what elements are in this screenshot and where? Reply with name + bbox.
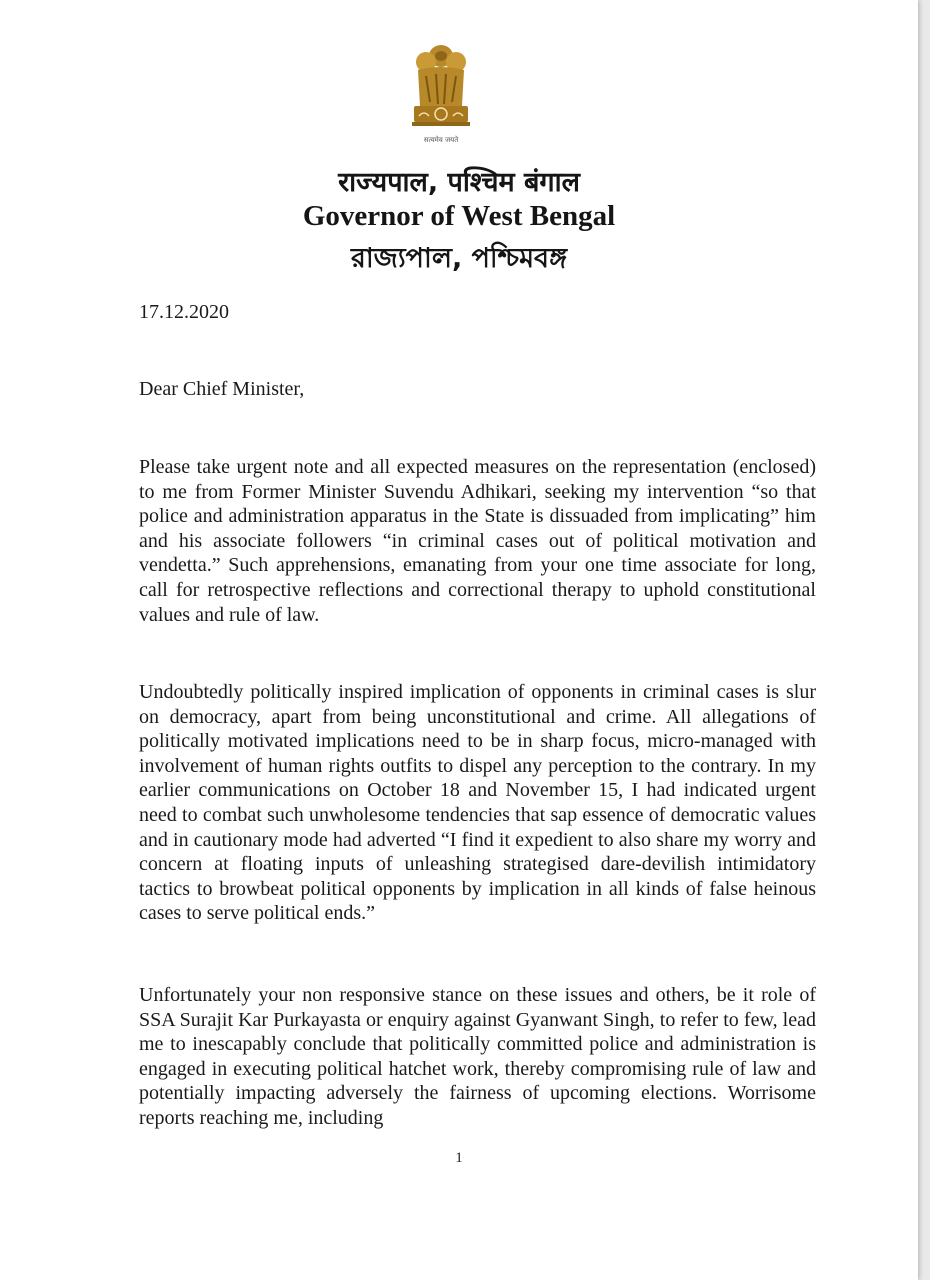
letterhead-title-bengali: রাজ্যপাল, পশ্চিমবঙ্গ [351,243,567,274]
body-paragraph-3: Unfortunately your non responsive stance on these issues and others, be it role of SSA Surajit Kar Purkayasta or enquiry against Gyanwant Singh, to refer to few, lead me to inescapably conclude that politically committed police and administration is engaged in executing political hatchet work, thereby compromising rule of law and potentially impacting adversely the fairness of upcoming elections. Worrisome reports reaching me, including [139,984,816,1129]
page-number: 1 [455,1150,463,1166]
letterhead-title-english: Governor of West Bengal [302,200,616,232]
salutation: Dear Chief Minister, [139,378,305,400]
emblem-motto: सत्यमेव जयते [423,136,459,144]
national-emblem-icon [400,36,482,148]
body-paragraph-2: Undoubtedly politically inspired implication of opponents in criminal cases is slur on democracy, apart from being unconstitutional and crime. All allegations of politically motivated implications need to be in sharp focus, micro-managed with involvement of human rights outfits to dispel any perception to the contrary. In my earlier communications on October 18 and November 15, I had indicated urgent need to combat such unwholesome tendencies that sap essence of democratic values and in cautionary mode had adverted “I find it expedient to also share my worry and concern at floating inputs of unleashing strategised dare-devilish intimidatory tactics to browbeat political opponents by implication in all kinds of false heinous cases to serve political ends.” [139,681,816,925]
body-paragraph-1: Please take urgent note and all expected measures on the representation (enclosed) to me from Former Minister Suvendu Adhikari, seeking my intervention “so that police and administration apparatus in the State is dissuaded from implicating” him and his associate followers “in criminal cases out of political motivation and vendetta.” Such apprehensions, emanating from your one time associate for long, call for retrospective reflections and correctional therapy to uphold constitutional values and rule of law. [139,456,816,626]
letter-date: 17.12.2020 [139,301,229,323]
letterhead-title-hindi: राज्यपाल, पश्चिम बंगाल [338,167,580,198]
